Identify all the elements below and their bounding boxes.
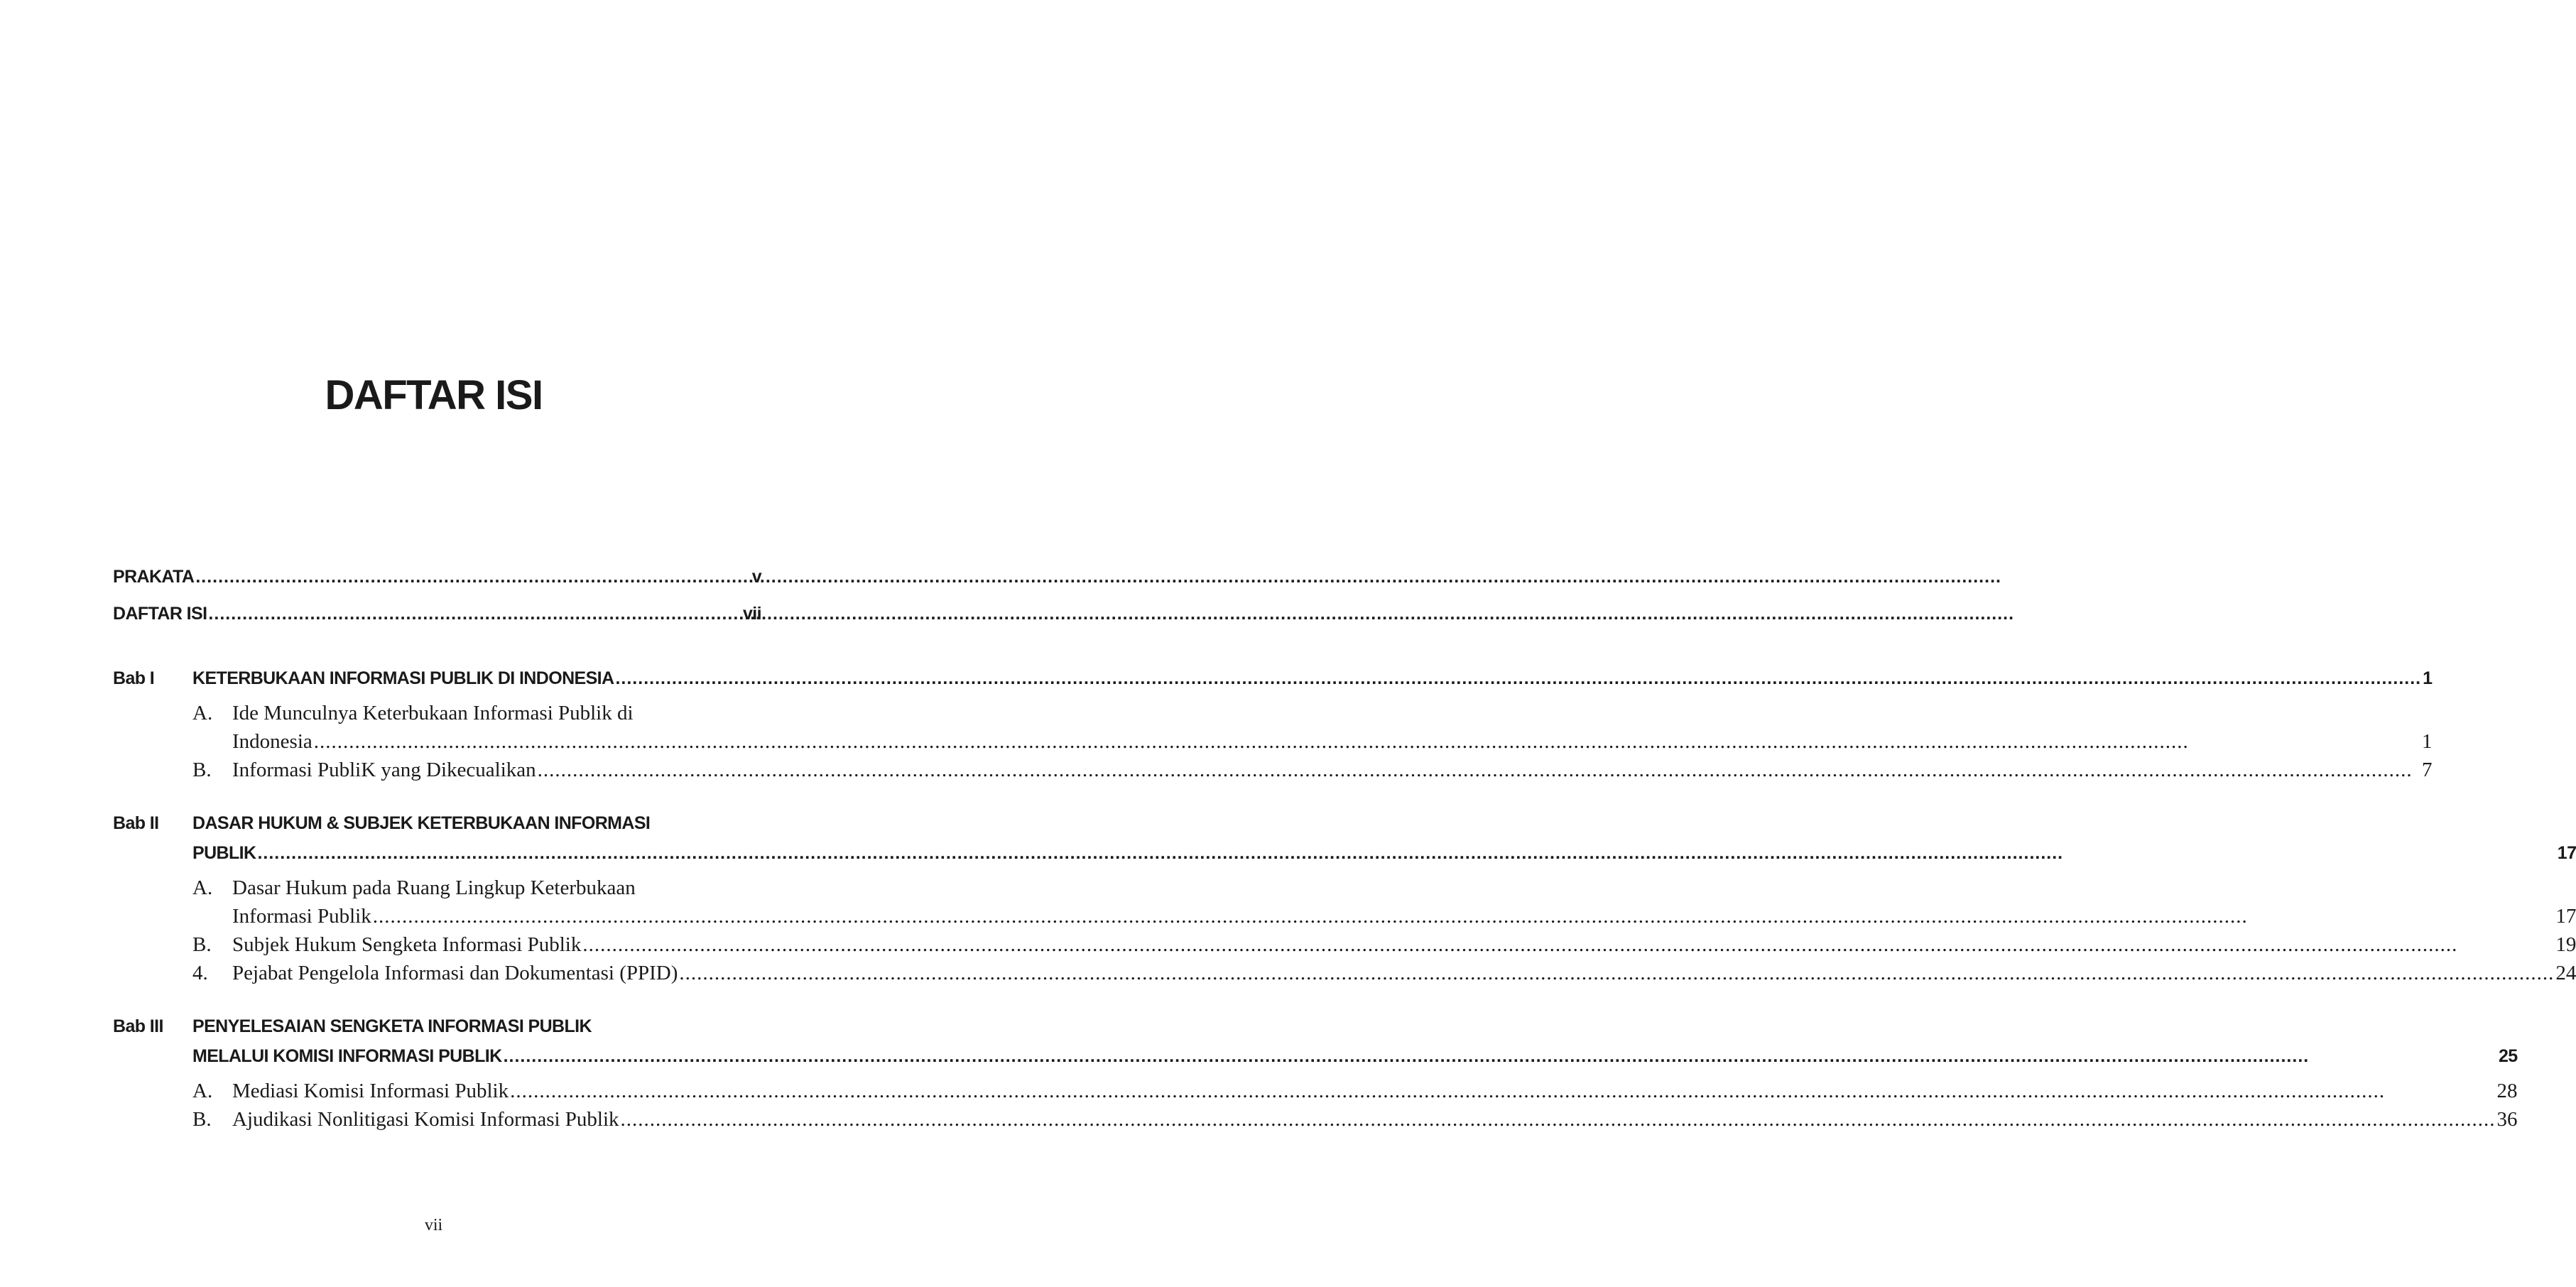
toc-chapter	[113, 663, 2433, 784]
subsection-entry-page: 17	[2555, 905, 2576, 928]
subsection-text	[232, 930, 2576, 959]
chapter-title-entry[interactable]	[192, 838, 2576, 868]
subsection-letter: B.	[192, 1108, 212, 1131]
chapter-label: Bab I	[113, 668, 155, 688]
subsection-entry-page: 24	[2555, 962, 2576, 984]
spacer	[113, 784, 761, 808]
toc-subsection[interactable]	[192, 930, 2576, 959]
subsection-entry-text: Mediasi Komisi Informasi Publik	[232, 1080, 509, 1102]
page-number: vii	[424, 1216, 443, 1234]
subsection-entry-text: Ajudikasi Nonlitigasi Komisi Informasi Publik	[232, 1108, 619, 1131]
chapter-body	[192, 1011, 2518, 1134]
dot-leader	[373, 902, 2555, 930]
toc-chapter	[113, 808, 2576, 987]
subsection-letter: A.	[192, 876, 213, 899]
subsection-entry[interactable]	[232, 1077, 2518, 1105]
subsection-entry-page: 7	[2421, 759, 2433, 781]
chapter-title-line: PENYELESAIAN SENGKETA INFORMASI PUBLIK	[192, 1016, 592, 1036]
subsection-text	[232, 959, 2576, 987]
subsection-letter: A.	[192, 702, 213, 724]
subsection-entry[interactable]	[232, 902, 2576, 930]
subsection-entry[interactable]	[232, 1105, 2518, 1134]
spacer	[192, 1071, 2518, 1077]
toc-chapter	[113, 1011, 2518, 1134]
chapter-title-line: DASAR HUKUM & SUBJEK KETERBUKAAN INFORMASI	[192, 813, 651, 833]
subsection-letter: B.	[192, 933, 212, 956]
chapter-body	[192, 663, 2432, 784]
dot-leader	[621, 1105, 2496, 1134]
subsection-line: Ide Munculnya Keterbukaan Informasi Publik di	[232, 702, 634, 724]
dot-leader	[314, 727, 2420, 756]
subsection-entry-text: Informasi Publik	[232, 905, 371, 928]
dot-leader	[510, 1077, 2495, 1105]
toc-front-entry-page: vii	[743, 604, 761, 624]
dot-leader	[538, 756, 2420, 784]
subsection-entry-text: Indonesia	[232, 730, 313, 753]
toc-front-entry-page: v	[751, 567, 761, 587]
dot-leader	[582, 930, 2554, 959]
chapter-title-entry-text: KETERBUKAAN INFORMASI PUBLIK DI INDONESIA	[192, 668, 614, 688]
toc-subsection[interactable]	[192, 874, 2576, 930]
spacer	[113, 632, 761, 663]
subsection-entry-page: 36	[2496, 1108, 2518, 1131]
subsection-text	[232, 699, 2432, 756]
chapter-title-entry[interactable]	[192, 1041, 2518, 1071]
chapter-title-entry-text: PUBLIK	[192, 843, 256, 863]
dot-leader	[679, 959, 2554, 987]
subsection-entry-page: 19	[2555, 933, 2576, 956]
page-title: DAFTAR ISI	[325, 372, 543, 418]
toc-front-entry-text: PRAKATA	[113, 567, 195, 587]
chapter-title-entry-page: 25	[2498, 1046, 2518, 1066]
subsection-text	[232, 1077, 2518, 1105]
dot-leader	[208, 595, 741, 632]
subsection-entry[interactable]	[232, 930, 2576, 959]
subsection-entry-text: Subjek Hukum Sengketa Informasi Publik	[232, 933, 582, 956]
subsection-letter: B.	[192, 759, 212, 781]
subsection-entry-text: Informasi PubliK yang Dikecualikan	[232, 759, 536, 781]
spacer	[192, 693, 2432, 699]
toc-front-entry[interactable]	[113, 558, 761, 595]
chapter-title-entry-text: MELALUI KOMISI INFORMASI PUBLIK	[192, 1046, 502, 1066]
chapter-title-entry-page: 17	[2557, 843, 2576, 863]
toc-subsection[interactable]	[192, 1105, 2518, 1134]
dot-leader	[504, 1041, 2497, 1071]
toc-subsection[interactable]	[192, 699, 2432, 756]
table-of-contents	[113, 558, 2576, 1134]
subsection-entry-text: Pejabat Pengelola Informasi dan Dokumentasi (PPID)	[232, 962, 678, 984]
chapter-body	[192, 808, 2576, 987]
dot-leader	[615, 663, 2421, 693]
subsection-entry-page: 28	[2496, 1080, 2518, 1102]
chapter-label: Bab II	[113, 813, 159, 833]
subsection-entry-page: 1	[2421, 730, 2433, 753]
chapter-label: Bab III	[113, 1016, 163, 1036]
subsection-entry[interactable]	[232, 727, 2432, 756]
subsection-letter: A.	[192, 1080, 213, 1102]
subsection-text	[232, 1105, 2518, 1134]
subsection-entry[interactable]	[232, 756, 2432, 784]
dot-leader	[195, 558, 750, 595]
toc-front-entry[interactable]	[113, 595, 761, 632]
toc-front-entry-text: DAFTAR ISI	[113, 604, 207, 624]
spacer	[113, 987, 761, 1011]
spacer	[192, 868, 2576, 874]
chapter-title-entry-page: 1	[2423, 668, 2433, 688]
subsection-text	[232, 874, 2576, 930]
subsection-letter: 4.	[192, 962, 208, 984]
subsection-entry[interactable]	[232, 959, 2576, 987]
toc-subsection[interactable]	[192, 1077, 2518, 1105]
subsection-line: Dasar Hukum pada Ruang Lingkup Keterbukaan	[232, 876, 636, 899]
toc-subsection[interactable]	[192, 756, 2432, 784]
chapter-title-entry[interactable]	[192, 663, 2432, 693]
toc-subsection[interactable]	[192, 959, 2576, 987]
dot-leader	[257, 838, 2555, 868]
subsection-text	[232, 756, 2432, 784]
